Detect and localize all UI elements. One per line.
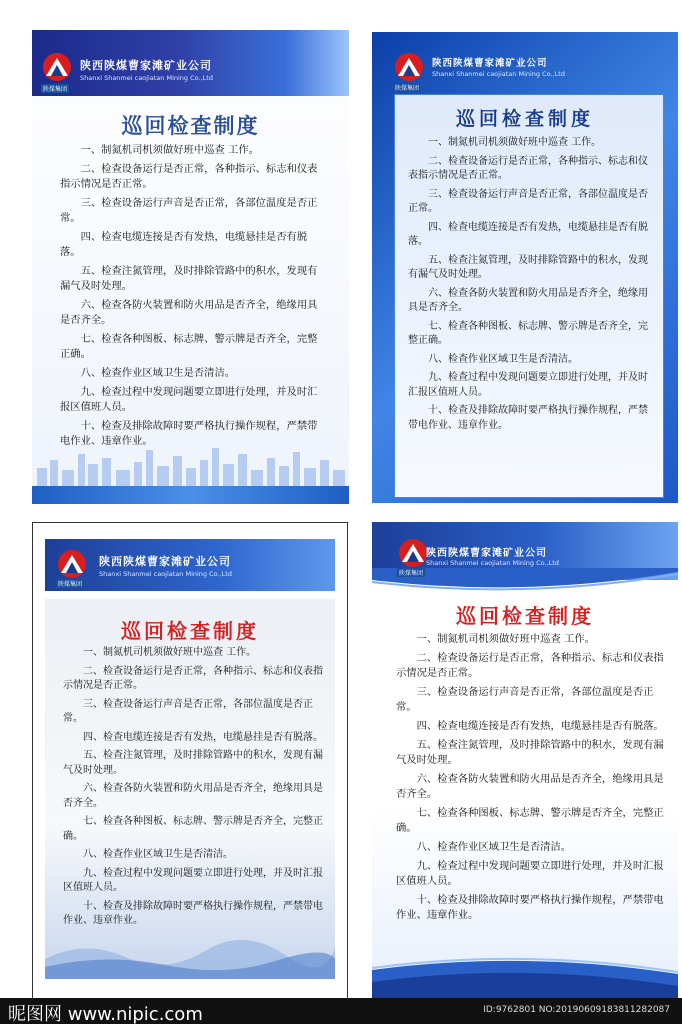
rule-item: 八、检查作业区域卫生是否清洁。	[428, 353, 578, 365]
rule-item: 三、检查设备运行声音是否正常，各部位温度是否正常。	[408, 188, 648, 214]
rule-item: 九、检查过程中发现问题要立即进行处理，并及时汇报区值班人员。	[60, 386, 318, 413]
site-watermark: 昵图网 www.nipic.com	[8, 1004, 203, 1025]
page-title: 巡回检查制度	[121, 619, 259, 643]
rule-item: 三、检查设备运行声音是否正常，各部位温度是否正常。	[396, 686, 654, 713]
page-title: 巡回检查制度	[121, 114, 260, 138]
rule-item: 五、检查注氮管理，及时排除管路中的积水，发现有漏气及时处理。	[63, 750, 323, 776]
rule-item: 四、检查电缆连接是否有发热，电缆悬挂是否有脱落。	[416, 720, 664, 732]
board-1	[32, 30, 349, 504]
rule-item: 十、检查及排除故障时要严格执行操作规程，严禁带电作业、违章作业。	[396, 894, 664, 921]
company-name: 陕西陕煤曹家滩矿业公司	[99, 555, 231, 568]
footer-wave	[372, 940, 678, 1000]
rule-item: 十、检查及排除故障时要严格执行操作规程，严禁带电作业、违章作业。	[408, 405, 648, 431]
rule-item: 四、检查电缆连接是否有发热，电缆悬挂是否有脱落。	[83, 731, 323, 743]
watermark-bar	[0, 998, 682, 1024]
company-logo-icon	[394, 52, 424, 82]
rules-list	[60, 143, 322, 453]
rules-list	[63, 646, 323, 933]
rule-item: 三、检查设备运行声音是否正常，各部位温度是否正常。	[63, 698, 313, 724]
company-name-en: Shanxi Shanmei caojiatan Mining Co.,Ltd	[99, 570, 232, 578]
mountain-graphic	[45, 929, 335, 979]
rule-item: 一、制氮机司机须做好班中巡查 工作。	[428, 137, 602, 148]
rule-item: 九、检查过程中发现问题要立即进行处理，并及时汇报区值班人员。	[408, 372, 648, 398]
rule-item: 七、检查各种图板、标志牌、警示牌是否齐全，完整正确。	[396, 807, 664, 834]
rule-item: 二、检查设备运行是否正常，各种指示、标志和仪表指示情况是否正常。	[408, 155, 648, 181]
company-logo-icon	[398, 538, 428, 568]
rule-item: 十、检查及排除故障时要严格执行操作规程，严禁带电作业、违章作业。	[60, 420, 318, 447]
board-1-bottom-band	[32, 486, 349, 504]
rule-item: 七、检查各种图板、标志牌、警示牌是否齐全，完整正确。	[408, 320, 648, 346]
rule-item: 一、制氮机司机须做好班中巡查 工作。	[80, 144, 259, 156]
group-label: 陕煤集团	[399, 570, 424, 577]
rule-item: 五、检查注氮管理，及时排除管路中的积水，发现有漏气及时处理。	[408, 254, 648, 280]
rule-item: 五、检查注氮管理，及时排除管路中的积水，发现有漏气及时处理。	[60, 265, 318, 292]
rule-item: 六、检查各防火装置和防火用品是否齐全，绝缘用具是否齐全。	[60, 299, 318, 326]
rule-item: 七、检查各种图板、标志牌、警示牌是否齐全，完整正确。	[63, 816, 323, 842]
board-2	[372, 32, 678, 503]
rule-item: 一、制氮机司机须做好班中巡查 工作。	[416, 633, 595, 645]
rules-list	[396, 632, 664, 927]
rule-item: 九、检查过程中发现问题要立即进行处理，并及时汇报区值班人员。	[63, 867, 323, 893]
rule-item: 八、检查作业区域卫生是否清洁。	[416, 841, 572, 853]
company-name-en: Shanxi Shanmei caojiatan Mining Co.,Ltd	[432, 70, 565, 78]
company-name-en: Shanxi Shanmei caojiatan Mining Co.,Ltd	[426, 559, 559, 567]
rule-item: 六、检查各防火装置和防火用品是否齐全，绝缘用具是否齐全。	[408, 287, 648, 313]
rule-item: 一、制氮机司机须做好班中巡查 工作。	[83, 647, 257, 658]
rule-item: 六、检查各防火装置和防火用品是否齐全，绝缘用具是否齐全。	[63, 783, 323, 809]
rule-item: 三、检查设备运行声音是否正常，各部位温度是否正常。	[60, 197, 318, 224]
rule-item: 八、检查作业区域卫生是否清洁。	[80, 367, 236, 379]
rule-item: 八、检查作业区域卫生是否清洁。	[83, 849, 233, 860]
page-title: 巡回检查制度	[456, 604, 594, 628]
board-4	[372, 522, 678, 1000]
board-3	[32, 522, 348, 1000]
company-name: 陕西陕煤曹家滩矿业公司	[432, 58, 548, 69]
rules-list	[408, 136, 654, 437]
rule-item: 二、检查设备运行是否正常，各种指示、标志和仪表指示情况是否正常。	[63, 665, 323, 691]
company-logo-icon	[57, 549, 87, 579]
page-title: 巡回检查制度	[455, 108, 594, 130]
company-logo-icon	[42, 52, 72, 82]
company-name-en: Shanxi Shanmei caojiatan Mining Co.,Ltd	[80, 74, 213, 82]
rule-item: 七、检查各种图板、标志牌、警示牌是否齐全，完整正确。	[60, 333, 318, 360]
rule-item: 二、检查设备运行是否正常，各种指示、标志和仪表指示情况是否正常。	[396, 652, 664, 679]
group-label: 陕煤集团	[43, 86, 68, 93]
rule-item: 十、检查及排除故障时要严格执行操作规程，严禁带电作业、违章作业。	[63, 900, 323, 926]
rule-item: 六、检查各防火装置和防火用品是否齐全，绝缘用具是否齐全。	[396, 773, 664, 800]
rule-item: 五、检查注氮管理，及时排除管路中的积水，发现有漏气及时处理。	[396, 739, 664, 766]
rule-item: 四、检查电缆连接是否有发热，电缆悬挂是否有脱落。	[408, 221, 648, 247]
group-label: 陕煤集团	[395, 85, 420, 92]
company-name: 陕西陕煤曹家滩矿业公司	[80, 59, 212, 72]
company-name: 陕西陕煤曹家滩矿业公司	[426, 548, 547, 559]
rule-item: 九、检查过程中发现问题要立即进行处理，并及时汇报区值班人员。	[396, 860, 664, 887]
image-id: ID:9762801 NO:20190609183811282087	[483, 1005, 670, 1015]
group-label: 陕煤集团	[58, 581, 83, 588]
rule-item: 二、检查设备运行是否正常，各种指示、标志和仪表指示情况是否正常。	[60, 163, 318, 190]
rule-item: 四、检查电缆连接是否有发热，电缆悬挂是否有脱落。	[60, 231, 308, 258]
city-skyline	[32, 440, 349, 486]
